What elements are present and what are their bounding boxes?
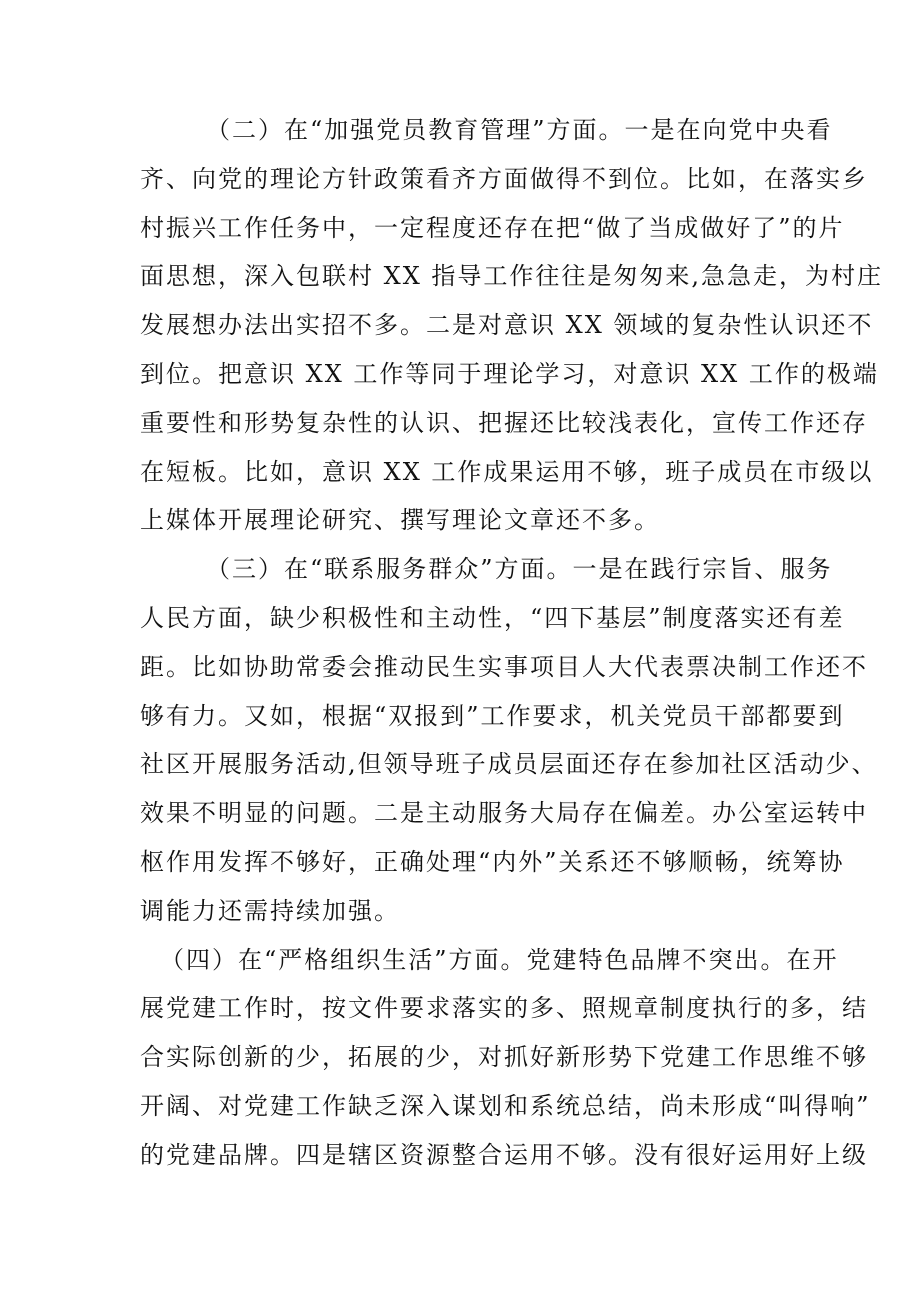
text-line: 够有力。又如，根据“双报到”工作要求，机关党员干部都要到 xyxy=(140,701,845,730)
text-line: 到位。把意识 XX 工作等同于理论学习，对意识 XX 工作的极端 xyxy=(140,359,879,388)
text-line: 距。比如协助常委会推动民生实事项目人大代表票决制工作还不 xyxy=(140,652,868,681)
text-line: 齐、向党的理论方针政策看齐方面做得不到位。比如，在落实乡 xyxy=(140,164,868,193)
text-line: （四）在“严格组织生活”方面。党建特色品牌不突出。在开 xyxy=(160,945,839,974)
text-line: 发展想办法出实招不多。二是对意识 XX 领域的复杂性认识还不 xyxy=(140,311,874,340)
text-line: 效果不明显的问题。二是主动服务大局存在偏差。办公室运转中 xyxy=(140,799,868,828)
text-line: 人民方面，缺少积极性和主动性，“四下基层”制度落实还有差 xyxy=(140,603,845,632)
text-line: 在短板。比如，意识 XX 工作成果运用不够，班子成员在市级以 xyxy=(140,457,874,486)
text-line: 枢作用发挥不够好，正确处理“内外”关系还不够顺畅，统筹协 xyxy=(140,847,845,876)
text-line: （三）在“联系服务群众”方面。一是在践行宗旨、服务 xyxy=(206,555,833,584)
text-line: 上媒体开展理论研究、撰写理论文章还不多。 xyxy=(140,506,660,535)
text-line: 的党建品牌。四是辖区资源整合运用不够。没有很好运用好上级 xyxy=(140,1140,868,1169)
text-line: 面思想，深入包联村 XX 指导工作往往是匆匆来,急急走，为村庄 xyxy=(140,262,884,291)
paragraph-section-3 xyxy=(140,545,878,935)
paragraph-section-2 xyxy=(140,106,884,545)
text-line: 调能力还需持续加强。 xyxy=(140,896,400,925)
paragraph-section-4 xyxy=(140,936,871,1180)
document-body xyxy=(140,106,884,1180)
text-line: （二）在“加强党员教育管理”方面。一是在向党中央看 xyxy=(206,116,833,144)
text-line: 开阔、对党建工作缺乏深入谋划和系统总结，尚未形成“叫得响” xyxy=(140,1091,871,1120)
text-line: 社区开展服务活动,但领导班子成员层面还存在参加社区活动少、 xyxy=(140,750,878,779)
text-line: 村振兴工作任务中，一定程度还存在把“做了当成做好了”的片 xyxy=(140,213,845,242)
text-line: 重要性和形势复杂性的认识、把握还比较浅表化，宣传工作还存 xyxy=(140,408,868,437)
text-line: 合实际创新的少，拓展的少，对抓好新形势下党建工作思维不够 xyxy=(140,1043,868,1072)
text-line: 展党建工作时，按文件要求落实的多、照规章制度执行的多，结 xyxy=(140,994,868,1023)
